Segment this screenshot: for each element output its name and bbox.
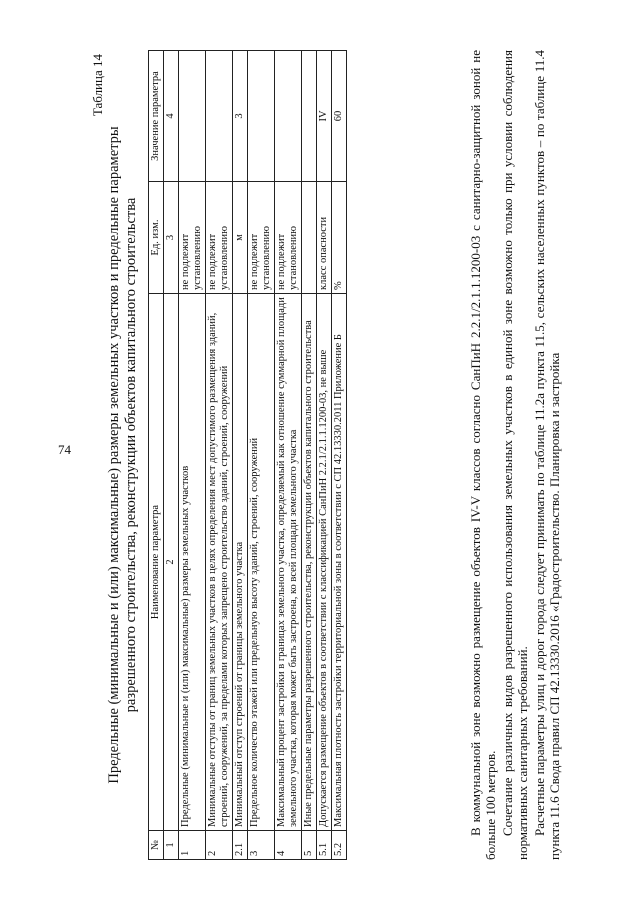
row-value — [206, 51, 233, 182]
row-unit: не подлежит установлению — [179, 182, 206, 294]
paragraph — [532, 50, 562, 860]
row-num: 5 — [302, 831, 317, 860]
table-index-row — [164, 51, 179, 860]
paragraph — [500, 50, 530, 860]
row-value: 3 — [233, 51, 248, 182]
page-number: 74 — [58, 442, 71, 457]
index-cell: 3 — [164, 182, 179, 294]
row-unit: % — [332, 182, 347, 294]
table-label: Таблица 14 — [90, 54, 105, 117]
index-cell: 4 — [164, 51, 179, 182]
table-title — [106, 50, 140, 860]
title-line: Предельные (минимальные и (или) максимальные) размеры земельных участков и предельные параметры — [106, 126, 122, 784]
row-value: IV — [317, 51, 332, 182]
table-row — [332, 51, 347, 860]
paragraph-text: В коммунальной зоне возможно размещение объектов IV-V классов согласно СанПиН 2.2.1/2.1.1.1200-03 с санитарно-защитной зоной не больше 100 метров. — [468, 50, 498, 860]
title-line: разрешенного строительства, реконструкции объектов капитального строительства — [123, 197, 139, 713]
index-cell: 1 — [164, 831, 179, 860]
row-unit: класс опасности — [317, 182, 332, 294]
index-cell: 2 — [164, 294, 179, 831]
row-value — [179, 51, 206, 182]
row-unit — [302, 182, 317, 294]
table-row — [248, 51, 275, 860]
table-row — [275, 51, 302, 860]
header-name: Наименование параметра — [149, 294, 164, 831]
header-unit: Ед. изм. — [149, 182, 164, 294]
row-name: Предельные (минимальные и (или) максимальные) размеры земельных участков — [179, 294, 206, 831]
row-num: 2.1 — [233, 831, 248, 860]
table-header-row — [149, 51, 164, 860]
header-num: № — [149, 831, 164, 860]
table-row — [317, 51, 332, 860]
row-unit: не подлежит установлению — [206, 182, 233, 294]
row-name: Иные предельные параметры разрешенного строительства, реконструкции объектов капитального строительства — [302, 294, 317, 831]
row-unit: не подлежит установлению — [275, 182, 302, 294]
row-name: Минимальный отступ строений от границы земельного участка — [233, 294, 248, 831]
rotated-page-content — [88, 50, 562, 860]
row-num: 3 — [248, 831, 275, 860]
parameters-table — [148, 50, 347, 860]
row-name: Предельное количество этажей или предельную высоту зданий, строений, сооружений — [248, 294, 275, 831]
row-unit: м — [233, 182, 248, 294]
paragraph-text: Расчетные параметры улиц и дорог города следует принимать по таблице 11.2а пункта 11.5, сельских населенных пунктов – по таблице 11.4 пункта 11.6 Свода правил СП 42.13330.2016 «Градостроительство. Планировка и застройка — [532, 50, 562, 860]
row-value — [275, 51, 302, 182]
row-name: Минимальные отступы от границ земельных участков в целях определения мест допустимого размещения зданий, строений, сооружений, за пределами которых запрещено строительство зданий, строений, сооружений — [206, 294, 233, 831]
row-value — [248, 51, 275, 182]
table-row — [179, 51, 206, 860]
row-num: 5.2 — [332, 831, 347, 860]
table-row — [233, 51, 248, 860]
row-num: 4 — [275, 831, 302, 860]
row-num: 5.1 — [317, 831, 332, 860]
row-name: Допускается размещение объектов в соответствии с классификацией СанПиН 2.2.1/2.1.1.1200-03, не выше — [317, 294, 332, 831]
row-unit: не подлежит установлению — [248, 182, 275, 294]
table-row — [206, 51, 233, 860]
row-value — [302, 51, 317, 182]
header-value: Значение параметра — [149, 51, 164, 182]
row-name: Максимальный процент застройки в границах земельного участка, определяемый как отношение суммарной площади земельного участка, которая может быть застроена, ко всей площади земельного участка — [275, 294, 302, 831]
row-num: 2 — [206, 831, 233, 860]
table-row — [302, 51, 317, 860]
paragraph-text: Сочетание различных видов разрешенного использования земельных участков в единой зоне возможно только при условии соблюдения нормативных санитарных требований. — [500, 50, 530, 860]
paragraph — [468, 50, 498, 860]
row-name: Максимальная плотность застройки территориальной зоны в соответствии с СП 42.13330.2011 Приложение Б — [332, 294, 347, 831]
row-value: 60 — [332, 51, 347, 182]
row-num: 1 — [179, 831, 206, 860]
